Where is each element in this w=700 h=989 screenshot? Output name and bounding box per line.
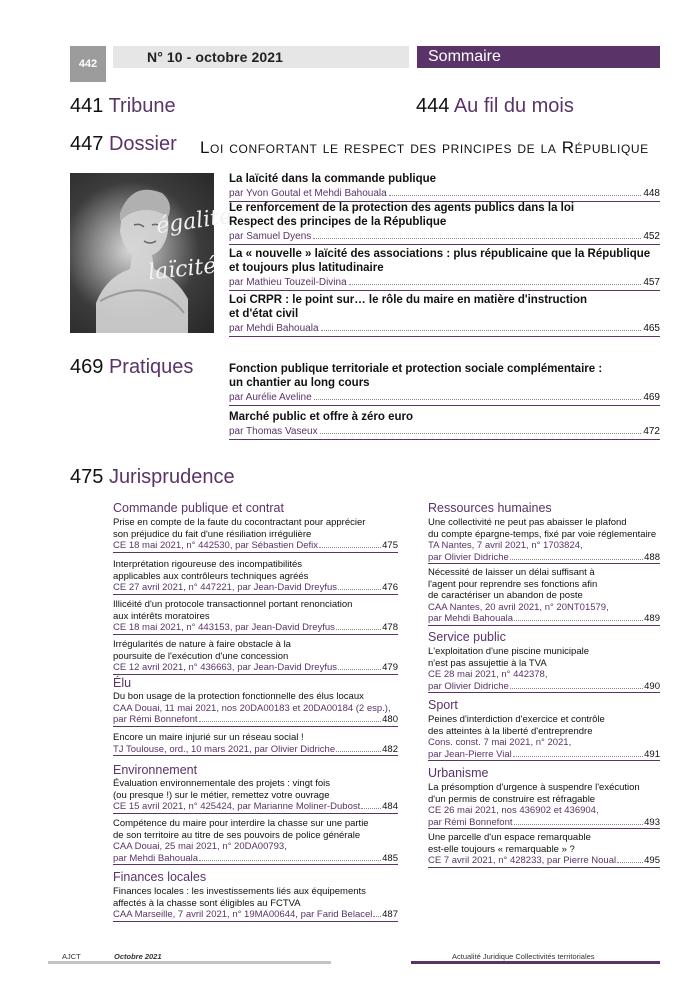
juris-entry[interactable]: Peines d'interdiction d'exercice et contrôle des atteintes à la liberté d'entreprendre Cons. const. 7 mai 2021, n° 2021, par Jean-Pierre Vial 491 <box>428 714 660 760</box>
entry-reference: TJ Toulouse, ord., 10 mars 2021, par Olivier Didriche <box>113 743 336 755</box>
illustration-word-2: laïcité <box>146 253 218 286</box>
entry-reference-line: CE 28 mai 2021, n° 442378, <box>428 669 548 680</box>
entry-page: 478 <box>382 622 398 633</box>
article-author: par Samuel Dyens <box>229 231 312 242</box>
entry-reference-line: CAA Nantes, 20 avril 2021, n° 20NT01579, <box>428 601 609 613</box>
subsection-environnement: Environnement <box>113 763 198 777</box>
subsection-urbanisme: Urbanisme <box>428 766 489 780</box>
footer-publication: Actualité Juridique Collectivités territoriales <box>452 952 595 961</box>
entry-reference: CE 7 avril 2021, n° 428233, par Pierre Noual <box>428 855 617 866</box>
issue-label: N° 10 - octobre 2021 <box>147 49 283 65</box>
dossier-article-1[interactable] <box>229 172 660 202</box>
entry-reference-line: CE 26 mai 2021, nos 436902 et 436904, <box>428 805 599 816</box>
article-title: Fonction publique territoriale et protection sociale complémentaire : <box>229 363 603 375</box>
entry-page: 489 <box>644 613 660 624</box>
entry-page: 490 <box>644 680 660 692</box>
entry-reference: par Olivier Didriche <box>428 680 509 692</box>
entry-reference-line: Cons. const. 7 mai 2021, n° 2021, <box>428 737 572 748</box>
entry-reference: par Jean-Pierre Vial <box>428 748 512 760</box>
entry-page: 487 <box>382 909 398 920</box>
entry-page: 476 <box>382 582 398 593</box>
pratiques-article-2[interactable] <box>229 410 660 440</box>
section-label: Tribune <box>108 95 176 117</box>
entry-reference: CE 18 mai 2021, n° 443153, par Jean-David Dreyfus <box>113 622 335 633</box>
article-title: Marché public et offre à zéro euro <box>229 411 414 423</box>
subsection-ressources-humaines: Ressources humaines <box>428 501 552 515</box>
page-number: 442 <box>70 46 106 82</box>
article-page: 448 <box>643 188 660 199</box>
juris-entry[interactable]: Encore un maire injurié sur un réseau social ! TJ Toulouse, ord., 10 mars 2021, par Olivier Didriche 482 <box>113 732 398 755</box>
article-author: par Thomas Vaseux <box>229 426 318 437</box>
article-title: La « nouvelle » laïcité des associations : plus républicaine que la République <box>229 248 651 260</box>
article-page: 465 <box>643 323 660 334</box>
footer-bar-left <box>48 961 331 964</box>
dossier-article-4[interactable] <box>229 293 660 337</box>
entry-reference: par Olivier Didriche <box>428 551 509 563</box>
dossier-illustration <box>70 173 234 333</box>
entry-reference: par Mehdi Bahouala <box>113 852 199 864</box>
section-number: 475 <box>70 466 104 488</box>
section-label: Dossier <box>108 133 177 155</box>
entry-reference: par Rémi Bonnefont <box>428 816 513 828</box>
entry-reference-line: CAA Douai, 25 mai 2021, n° 20DA00793, <box>113 841 287 852</box>
entry-reference: par Rémi Bonnefont <box>113 714 198 725</box>
juris-entry[interactable]: Finances locales : les investissements liés aux équipements affectés à la chasse sont éligibles au FCTVA CAA Marseille, 7 avril 2021, n° 19MA00644, par Farid Belacel 487 <box>113 886 398 920</box>
entry-page: 493 <box>644 816 660 828</box>
section-label: Pratiques <box>108 356 194 378</box>
article-page: 457 <box>643 277 660 288</box>
subsection-finances-locales: Finances locales <box>113 870 207 884</box>
juris-entry[interactable]: Du bon usage de la protection fonctionnelle des élus locaux CAA Douai, 11 mai 2021, nos 20DA00183 et 20DA00184 (2 esp.), par Rémi Bonnefont 480 <box>113 691 398 725</box>
article-author: par Mathieu Touzeil-Divina <box>229 277 347 288</box>
subsection-service-public: Service public <box>428 630 506 644</box>
entry-page: 482 <box>382 743 398 755</box>
section-number: 469 <box>70 356 104 378</box>
section-title: Sommaire <box>428 48 501 65</box>
entry-page: 488 <box>644 551 660 563</box>
entry-reference: par Mehdi Bahouala <box>428 613 514 624</box>
marianne-bust-icon <box>70 173 214 333</box>
entry-reference: CE 12 avril 2021, n° 436663, par Jean-David Dreyfus <box>113 662 338 673</box>
juris-entry[interactable]: Évaluation environnementale des projets : vingt fois (ou presque !) sur le métier, remettez votre ouvrage CE 15 avril 2021, n° 425424, par Marianne Moliner-Dubost 484 <box>113 778 398 812</box>
dossier-title: Loi confortant le respect des principes de la République <box>200 138 649 157</box>
juris-entry[interactable]: Irrégularités de nature à faire obstacle à la poursuite de l'exécution d'une concession CE 12 avril 2021, n° 436663, par Jean-David Dreyfus 479 <box>113 639 398 673</box>
juris-entry[interactable]: Illicéité d'un protocole transactionnel portant renonciation aux intérêts moratoires CE 18 mai 2021, n° 443153, par Jean-David Dreyfus 478 <box>113 599 398 633</box>
entry-page: 475 <box>382 540 398 551</box>
article-author: par Yvon Goutal et Mehdi Bahouala <box>229 188 387 199</box>
article-title: Loi CRPR : le point sur… le rôle du maire en matière d'instruction <box>229 294 588 306</box>
dossier-article-3[interactable] <box>229 247 660 291</box>
illustration-word-1: égalité <box>154 203 234 240</box>
section-fil-du-mois[interactable] <box>416 95 574 118</box>
article-title-line2: et d'état civil <box>229 308 299 320</box>
section-pratiques[interactable] <box>70 356 193 379</box>
entry-page: 480 <box>382 714 398 725</box>
article-page: 469 <box>643 392 660 403</box>
entry-reference-line: TA Nantes, 7 avril 2021, n° 1703824, <box>428 540 583 551</box>
entry-reference: CE 27 avril 2021, n° 447221, par Jean-David Dreyfus <box>113 582 338 593</box>
section-label: Jurisprudence <box>108 466 235 488</box>
subsection-elu: Élu <box>113 676 132 690</box>
entry-reference-line: CAA Douai, 11 mai 2021, nos 20DA00183 et 20DA00184 (2 esp.), <box>113 702 391 714</box>
entry-page: 491 <box>644 748 660 760</box>
entry-reference: CAA Marseille, 7 avril 2021, n° 19MA00644, par Farid Belacel <box>113 909 373 920</box>
subsection-commande-publique: Commande publique et contrat <box>113 501 284 515</box>
juris-entry[interactable]: Une parcelle d'un espace remarquable est-elle toujours « remarquable » ? CE 7 avril 2021, n° 428233, par Pierre Noual 495 <box>428 832 660 866</box>
juris-entry[interactable]: Compétence du maire pour interdire la chasse sur une partie de son territoire au titre de ses pouvoirs de police générale CAA Douai, 25 mai 2021, n° 20DA00793, par Mehdi Bahouala 485 <box>113 818 398 864</box>
article-author: par Mehdi Bahouala <box>229 323 319 334</box>
article-author: par Aurélie Aveline <box>229 392 312 403</box>
dossier-article-2[interactable] <box>229 201 660 245</box>
entry-reference: CE 15 avril 2021, n° 425424, par Marianne Moliner-Dubost <box>113 801 361 812</box>
juris-entry[interactable]: Interprétation rigoureuse des incompatibilités applicables aux contrôleurs techniques agréés CE 27 avril 2021, n° 447221, par Jean-David Dreyfus 476 <box>113 559 398 593</box>
juris-entry[interactable]: Prise en compte de la faute du cocontractant pour apprécier son préjudice du fait d'une résiliation irrégulière CE 18 mai 2021, n° 442530, par Sébastien Defix 475 <box>113 517 398 551</box>
section-number: 444 <box>416 95 450 117</box>
article-page: 472 <box>643 426 660 437</box>
article-title-line2: un chantier au long cours <box>229 377 370 389</box>
article-title: Le renforcement de la protection des agents publics dans la loi <box>229 202 575 214</box>
article-title-line2: Respect des principes de la République <box>229 216 447 228</box>
pratiques-article-1[interactable] <box>229 362 660 406</box>
entry-page: 495 <box>644 855 660 866</box>
article-title: La laïcité dans la commande publique <box>229 173 437 185</box>
entry-page: 479 <box>382 662 398 673</box>
section-number: 441 <box>70 95 104 117</box>
footer-bar-right <box>411 961 660 964</box>
article-page: 452 <box>643 231 660 242</box>
juris-entry[interactable]: Une collectivité ne peut pas abaisser le plafond du compte épargne-temps, fixé par voie réglementaire TA Nantes, 7 avril 2021, n° 1703824, par Olivier Didriche 488 <box>428 517 660 563</box>
section-tribune[interactable] <box>70 95 176 118</box>
section-number: 447 <box>70 133 104 155</box>
subsection-sport: Sport <box>428 698 458 712</box>
entry-page: 485 <box>382 852 398 864</box>
section-jurisprudence[interactable] <box>70 466 235 489</box>
footer-journal: AJCT <box>62 952 81 961</box>
entry-reference: CE 18 mai 2021, n° 442530, par Sébastien Defix <box>113 540 319 551</box>
juris-entry[interactable]: Nécessité de laisser un délai suffisant à l'agent pour reprendre ses fonctions afin de caractériser un abandon de poste CAA Nantes, 20 avril 2021, n° 20NT01579, par Mehdi Bahouala 489 <box>428 567 660 624</box>
section-label: Au fil du mois <box>453 95 574 117</box>
section-dossier[interactable] <box>70 133 177 156</box>
entry-page: 484 <box>382 801 398 812</box>
juris-entry[interactable]: La présomption d'urgence à suspendre l'exécution d'un permis de construire est réfragable CE 26 mai 2021, nos 436902 et 436904, par Rémi Bonnefont 493 <box>428 782 660 828</box>
juris-entry[interactable]: L'exploitation d'une piscine municipale n'est pas assujettie à la TVA CE 28 mai 2021, n° 442378, par Olivier Didriche 490 <box>428 646 660 692</box>
footer-date: Octobre 2021 <box>114 952 162 961</box>
article-title-line2: et toujours plus latitudinaire <box>229 262 384 274</box>
